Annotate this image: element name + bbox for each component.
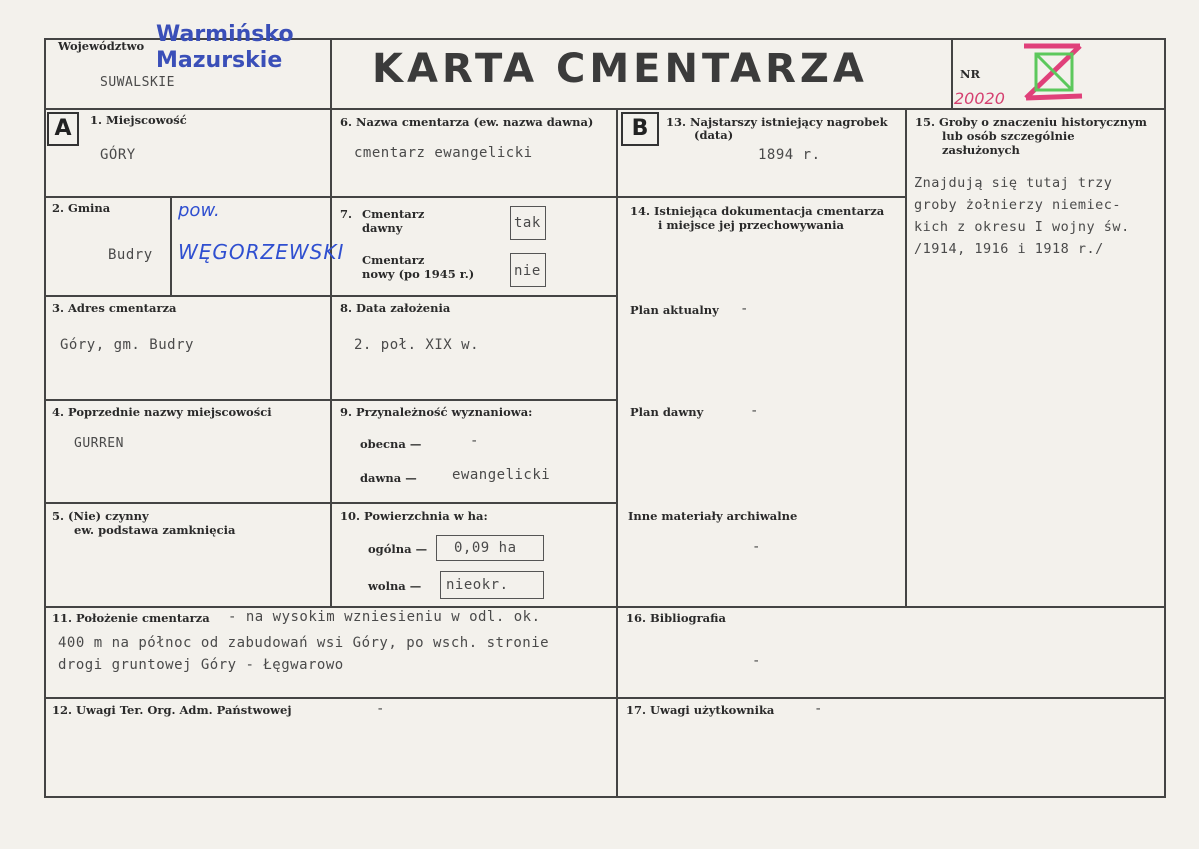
- f15-line-4: /1914, 1916 i 1918 r./: [914, 241, 1104, 257]
- f3-value: Góry, gm. Budry: [60, 337, 194, 353]
- f7-nowy-value: nie: [514, 263, 541, 279]
- f15-label-3: zasłużonych: [942, 143, 1020, 157]
- f3-label: 3. Adres cmentarza: [52, 301, 177, 315]
- f5-label-1: 5. (Nie) czynny: [52, 509, 149, 523]
- gmina-divider: [170, 196, 172, 296]
- row-divider-5: [44, 606, 1166, 608]
- plan-dawny-value: -: [750, 403, 759, 419]
- row-divider-4: [44, 502, 618, 504]
- section-b-badge: B: [621, 112, 659, 146]
- f1-value: GÓRY: [100, 147, 136, 163]
- plan-aktualny-label: Plan aktualny: [630, 303, 719, 317]
- f11-line-3: drogi gruntowej Góry - Łęgwarowo: [58, 657, 344, 673]
- f11-line-1: - na wysokim wzniesieniu w odl. ok.: [228, 609, 541, 625]
- border-bottom: [44, 796, 1166, 798]
- f7-label: 7.: [340, 207, 353, 221]
- nr-value: 20020: [954, 89, 1005, 108]
- inne-label: Inne materiały archiwalne: [628, 509, 798, 523]
- f10-label: 10. Powierzchnia w ha:: [340, 509, 488, 523]
- f13-label-1: 13. Najstarszy istniejący nagrobek: [666, 115, 888, 129]
- row-divider-1: [44, 196, 618, 198]
- plan-dawny-label: Plan dawny: [630, 405, 704, 419]
- f12-value: -: [376, 701, 385, 717]
- header-divider: [44, 108, 1166, 110]
- stamp-line-2: Mazurskie: [156, 48, 283, 73]
- f9-obecna-label: obecna —: [360, 437, 422, 451]
- f14-label-2: i miejsce jej przechowywania: [658, 218, 844, 232]
- nr-divider: [951, 38, 953, 110]
- page-title: KARTA CMENTARZA: [372, 46, 868, 92]
- f13-value: 1894 r.: [758, 147, 821, 163]
- f7-dawny-2: dawny: [362, 221, 403, 235]
- f2-hand-pow: pow.: [178, 200, 220, 221]
- f9-label: 9. Przynależność wyznaniowa:: [340, 405, 533, 419]
- f12-label: 12. Uwagi Ter. Org. Adm. Państwowej: [52, 703, 292, 717]
- f8-label: 8. Data założenia: [340, 301, 451, 315]
- f5-label-2: ew. podstawa zamknięcia: [74, 523, 236, 537]
- f15-line-3: kich z okresu I wojny św.: [914, 219, 1130, 235]
- col-divider-3: [905, 108, 907, 608]
- f7-nowy-1: Cmentarz: [362, 253, 425, 267]
- f7-nowy-2: nowy (po 1945 r.): [362, 267, 475, 281]
- f15-line-2: groby żołnierzy niemiec-: [914, 197, 1122, 213]
- f10-ogolna-value: 0,09 ha: [454, 540, 517, 556]
- border-right: [1164, 38, 1166, 798]
- f2-value: Budry: [108, 247, 153, 263]
- typed-region: SUWALSKIE: [100, 75, 175, 90]
- f10-wolna-value: nieokr.: [446, 577, 509, 593]
- row-divider-3: [44, 399, 618, 401]
- section-a-badge: A: [47, 112, 79, 146]
- col-divider-1: [330, 38, 332, 608]
- nr-label: NR: [960, 67, 981, 81]
- f2-label: 2. Gmina: [52, 201, 111, 215]
- f2-hand-county: WĘGORZEWSKI: [178, 240, 345, 264]
- f7-dawny-value: tak: [514, 215, 541, 231]
- f17-value: -: [814, 701, 823, 717]
- inne-value: -: [752, 539, 761, 555]
- col-divider-2: [616, 108, 618, 798]
- f11-line-2: 400 m na północ od zabudowań wsi Góry, po wsch. stronie: [58, 635, 550, 651]
- f9-obecna-value: -: [470, 433, 479, 449]
- f14-label-1: 14. Istniejąca dokumentacja cmentarza: [630, 204, 885, 218]
- f15-line-1: Znajdują się tutaj trzy: [914, 175, 1113, 191]
- f16-value: -: [752, 653, 761, 669]
- f15-label-2: lub osób szczególnie: [942, 129, 1075, 143]
- f10-ogolna-label: ogólna —: [368, 542, 428, 556]
- f4-value: GURREN: [74, 436, 124, 451]
- f6-value: cmentarz ewangelicki: [354, 145, 533, 161]
- f17-label: 17. Uwagi użytkownika: [626, 703, 775, 717]
- f1-label: 1. Miejscowość: [90, 113, 187, 127]
- row-divider-1b: [616, 196, 906, 198]
- f8-value: 2. poł. XIX w.: [354, 337, 480, 353]
- f7-dawny-1: Cmentarz: [362, 207, 425, 221]
- f16-label: 16. Bibliografia: [626, 611, 726, 625]
- plan-aktualny-value: -: [740, 301, 749, 317]
- f9-dawna-label: dawna —: [360, 471, 417, 485]
- f11-label: 11. Położenie cmentarza: [52, 611, 210, 625]
- region-stamp: [156, 22, 294, 74]
- f15-label-1: 15. Groby o znaczeniu historycznym: [915, 115, 1147, 129]
- row-divider-6: [44, 697, 1166, 699]
- f4-label: 4. Poprzednie nazwy miejscowości: [52, 405, 272, 419]
- stamp-line-1: Warmińsko: [156, 22, 294, 47]
- wojewodztwo-label: Województwo: [58, 39, 145, 53]
- f10-wolna-label: wolna —: [368, 579, 422, 593]
- f9-dawna-value: ewangelicki: [452, 467, 551, 483]
- border-left: [44, 38, 46, 798]
- f6-label: 6. Nazwa cmentarza (ew. nazwa dawna): [340, 115, 594, 129]
- row-divider-2: [44, 295, 618, 297]
- cancellation-mark-icon: [1018, 40, 1088, 104]
- f13-label-2: (data): [694, 128, 734, 142]
